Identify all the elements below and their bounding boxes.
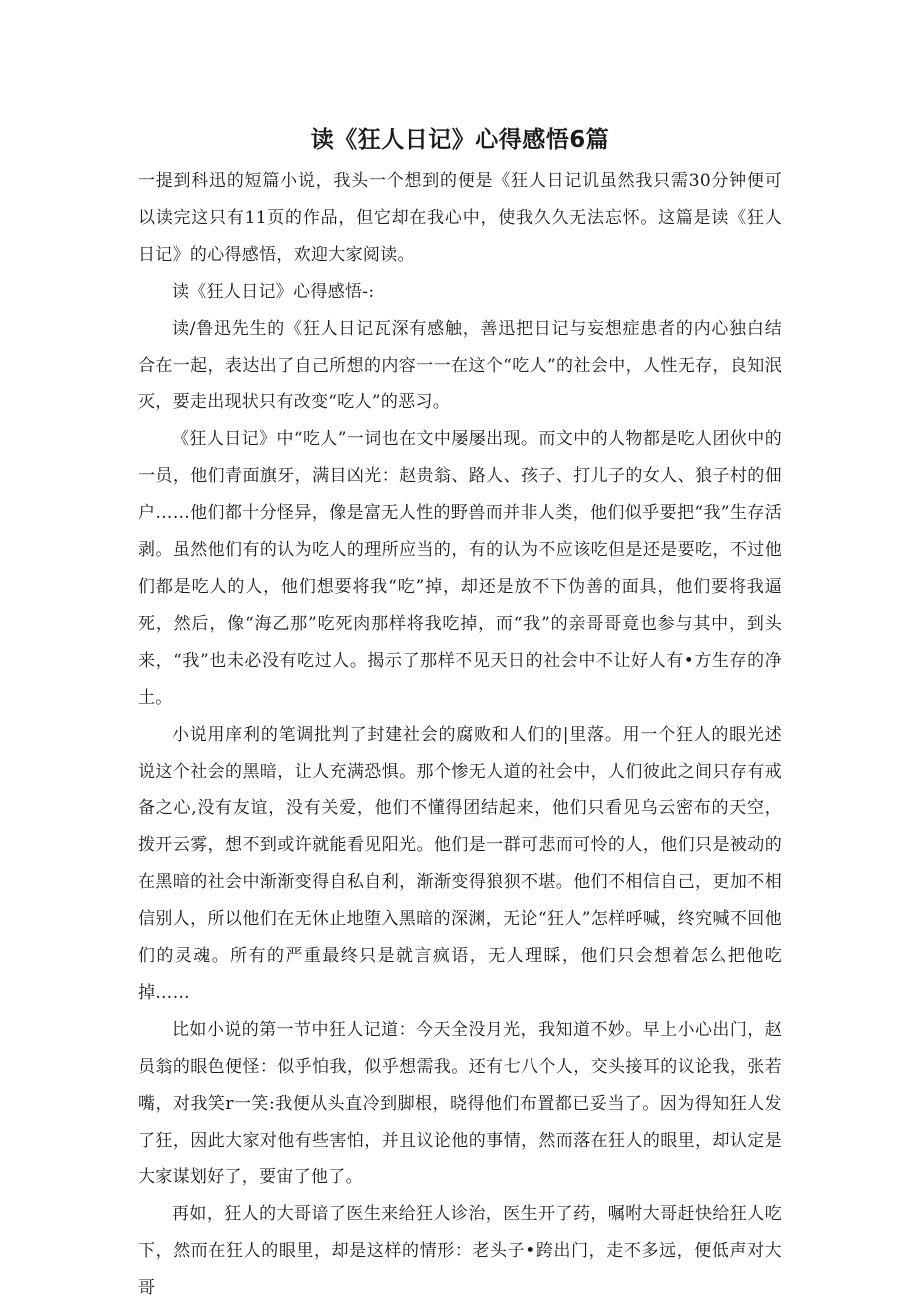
paragraph: 读/鲁迅先生的《狂人日记瓦深有感触，善迅把日记与妄想症患者的内心独白结合在一起，表达出了自己所想的内容一一在这个“吃人”的社会中，人性无存，良知泯灭，要走出现状只有改变“吃人”的恶习。 [138,318,782,413]
paragraph-intro: 一提到科迅的短篇小说，我头一个想到的便是《狂人日记讥虽然我只需30分钟便可以读完这只有11页的作品，但它却在我心中，使我久久无法忘怀。这篇是读《狂人日记》的心得感悟，欢迎大家阅读。 [138,171,782,265]
document-body [138,163,782,1307]
paragraph: 《狂人日记》中“吃人”一词也在文中屡屡出现。而文中的人物都是吃人团伙中的一员，他们青面旗牙，满目凶光：赵贵翁、路人、孩子、打儿子的女人、狼子村的佃户……他们都十分怪异，像是富无人性的野兽而并非人类，他们似乎要把“我”生存活剥。虽然他们有的认为吃人的理所应当的，有的认为不应该吃但是还是要吃，不过他们都是吃人的人，他们想要将我“吃”掉，却还是放不下伪善的面具，他们要将我逼死，然后，像“海乙那”吃死肉那样将我吃掉，而“我”的亲哥哥竟也参与其中，到头来，“我”也未必没有吃过人。揭示了那样不见天日的社会中不让好人有•方生存的净土。 [138,429,782,708]
paragraph: 小说用庠利的笔调批判了封建社会的腐败和人们的|里落。用一个狂人的眼光述说这个社会的黑暗，让人充满恐惧。那个惨无人道的社会中，人们彼此之间只存有戒备之心,没有友谊，没有关爱，他们不懂得团结起来，他们只看见乌云密布的天空，拨开云雾，想不到或许就能看见阳光。他们是一群可悲而可怜的人，他们只是被动的在黑暗的社会中渐渐变得自私自利，渐渐变得狼狈不堪。他们不相信自己，更加不相信别人，所以他们在无休止地堕入黑暗的深渊，无论“狂人”怎样呼喊，终究喊不回他们的灵魂。所有的严重最终只是就言疯语，无人理睬，他们只会想着怎么把他吃掉…… [138,724,782,1003]
paragraph: 比如小说的第一节中狂人记道：今天全没月光，我知道不妙。早上小心出门，赵员翁的眼色便怪：似乎怕我，似乎想需我。还有七八个人，交头接耳的议论我，张若嘴，对我笑r一笑:我便从头直冷到脚根，晓得他们布置都已妥当了。因为得知狂人发了狂，因此大家对他有些害怕，并且议论他的事情，然而落在狂人的眼里，却认定是大家谋划好了，要宙了他了。 [138,1019,782,1188]
section-heading: 读《狂人日记》心得感悟-: [172,281,375,302]
document-title: 读《狂人日记》心得感悟6篇 [310,127,610,153]
paragraph: 再如，狂人的大哥谙了医生来给狂人诊治，医生开了药，嘱咐大哥赶快给狂人吃下，然而在狂人的眼里，却是这样的情形：老头子•跨出门，走不多远，便低声对大哥 [138,1204,782,1299]
